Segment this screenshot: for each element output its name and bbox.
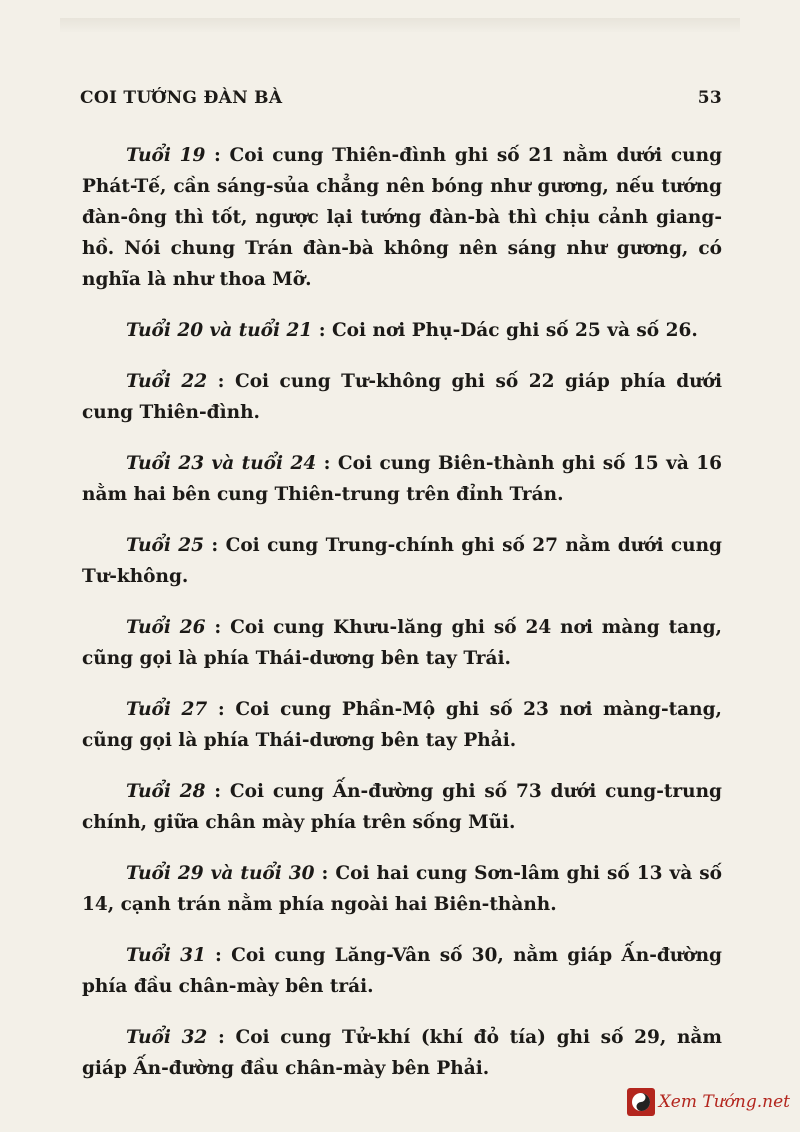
age-label: Tuổi 20 và tuổi 21	[126, 320, 313, 341]
page-header	[80, 88, 722, 108]
page-body	[82, 140, 722, 1104]
paragraph-text: : Coi cung Tử-khí (khí đỏ tía) ghi số 29, nằm giáp Ấn-đường đầu chân-mày bên Phải.	[82, 1027, 722, 1079]
age-label: Tuổi 23 và tuổi 24	[126, 453, 317, 474]
paragraph-text: : Coi nơi Phụ-Dác ghi số 25 và số 26.	[312, 320, 698, 341]
age-label: Tuổi 25	[126, 535, 205, 556]
paragraph-text: : Coi cung Thiên-đình ghi số 21 nằm dưới cung Phát-Tế, cần sáng-sủa chẳng nên bóng như gương, nếu tướng đàn-ông thì tốt, ngược lại tướng đàn-bà thì chịu cảnh giang-hồ. Nói chung Trán đàn-bà không nên sáng như gương, có nghĩa là như thoa Mỡ.	[82, 145, 723, 290]
age-label: Tuổi 28	[126, 781, 206, 802]
paragraph-age-23-24	[82, 448, 722, 510]
paragraph-text: : Coi cung Lăng-Vân số 30, nằm giáp Ấn-đường phía đầu chân-mày bên trái.	[82, 945, 722, 997]
scan-edge	[60, 18, 740, 32]
age-label: Tuổi 32	[126, 1027, 208, 1048]
page-number: 53	[697, 88, 722, 108]
paragraph-text: : Coi cung Khưu-lăng ghi số 24 nơi màng tang, cũng gọi là phía Thái-dương bên tay Trái.	[82, 617, 722, 669]
paragraph-age-29-30	[82, 858, 722, 920]
paragraph-text: : Coi cung Biên-thành ghi số 15 và 16 nằm hai bên cung Thiên-trung trên đỉnh Trán.	[82, 453, 722, 505]
paragraph-age-28	[82, 776, 722, 838]
paragraph-text: : Coi cung Trung-chính ghi số 27 nằm dưới cung Tư-không.	[82, 535, 722, 587]
age-label: Tuổi 26	[126, 617, 206, 638]
paragraph-age-31	[82, 940, 722, 1002]
site-watermark	[627, 1088, 790, 1116]
watermark-text: Xem Tướng.net	[658, 1092, 790, 1112]
age-label: Tuổi 31	[126, 945, 206, 966]
paragraph-age-25	[82, 530, 722, 592]
paragraph-age-27	[82, 694, 722, 756]
paragraph-text: : Coi cung Ấn-đường ghi số 73 dưới cung-trung chính, giữa chân mày phía trên sống Mũi.	[82, 781, 722, 833]
paragraph-age-26	[82, 612, 722, 674]
paragraph-age-20-21	[82, 315, 722, 346]
age-label: Tuổi 29 và tuổi 30	[126, 863, 315, 884]
age-label: Tuổi 27	[126, 699, 208, 720]
age-label: Tuổi 22	[126, 371, 208, 392]
paragraph-age-19	[82, 140, 722, 295]
paragraph-text: : Coi cung Phần-Mộ ghi số 23 nơi màng-tang, cũng gọi là phía Thái-dương bên tay Phải.	[82, 699, 722, 751]
paragraph-age-32	[82, 1022, 722, 1084]
paragraph-text: : Coi hai cung Sơn-lâm ghi số 13 và số 14, cạnh trán nằm phía ngoài hai Biên-thành.	[82, 863, 722, 915]
yin-yang-icon	[627, 1088, 655, 1116]
paragraph-text: : Coi cung Tư-không ghi số 22 giáp phía dưới cung Thiên-đình.	[82, 371, 722, 423]
paragraph-age-22	[82, 366, 722, 428]
running-title: COI TƯỚNG ĐÀN BÀ	[80, 88, 283, 108]
age-label: Tuổi 19	[126, 145, 206, 166]
